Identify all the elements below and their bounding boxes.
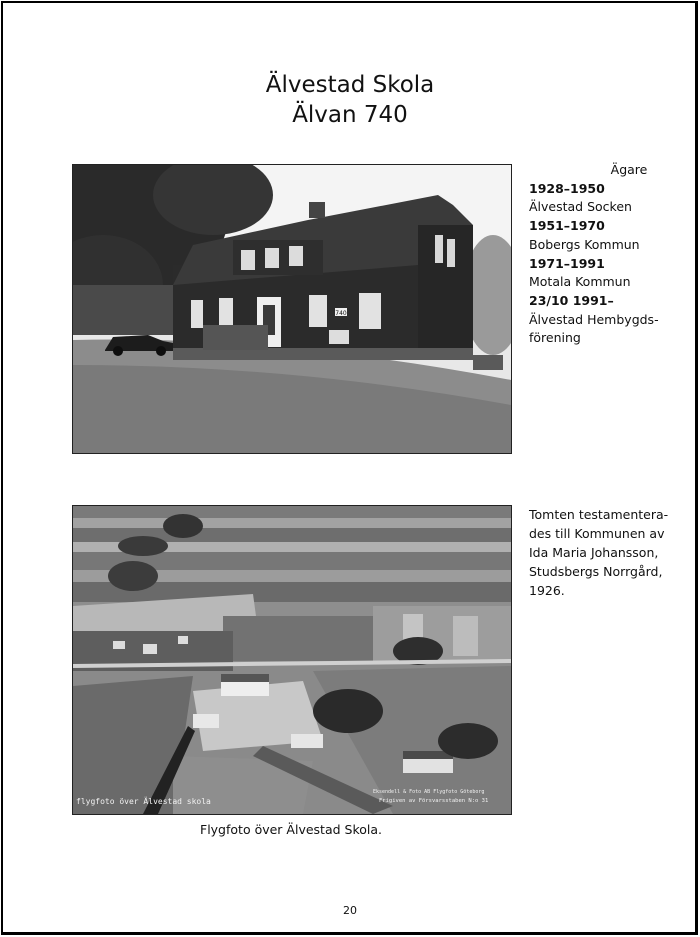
owner-years: 23/10 1991– [529, 292, 614, 308]
owner-name: Bobergs Kommun [529, 236, 640, 252]
page-title: Älvestad Skola [265, 72, 435, 98]
page-number: 20 [343, 904, 357, 917]
page-subtitle: Älvan 740 [292, 102, 408, 128]
owner-years: 1928–1950 [529, 180, 605, 196]
school-building-photo [72, 164, 512, 454]
aerial-photo-credit-1: Eksendell & Foto AB Flygfoto Göteborg [373, 789, 485, 795]
owner-name: Älvestad Socken [529, 199, 632, 215]
aerial-photo-caption: Flygfoto över Älvestad Skola. [200, 822, 382, 837]
owner-name: Älvestad Hembygds- förening [529, 311, 659, 346]
owners-list [529, 161, 689, 348]
aerial-photo [72, 505, 512, 815]
owner-name: Motala Kommun [529, 274, 631, 290]
owner-years: 1971–1991 [529, 255, 605, 271]
aerial-photo-overlay-caption: flygfoto över Älvestad skola [76, 797, 211, 806]
house-number-sign: 740 [335, 310, 347, 317]
owners-heading: Ägare [610, 162, 648, 177]
owner-years: 1951–1970 [529, 218, 605, 234]
aerial-photo-credit-2: Frigiven av Försvarsstaben N:o 31 [379, 798, 489, 804]
bequest-note: Tomten testamentera- des till Kommunen av Ida Maria Johansson, Studsbergs Norrgård, 1926. [529, 507, 669, 598]
